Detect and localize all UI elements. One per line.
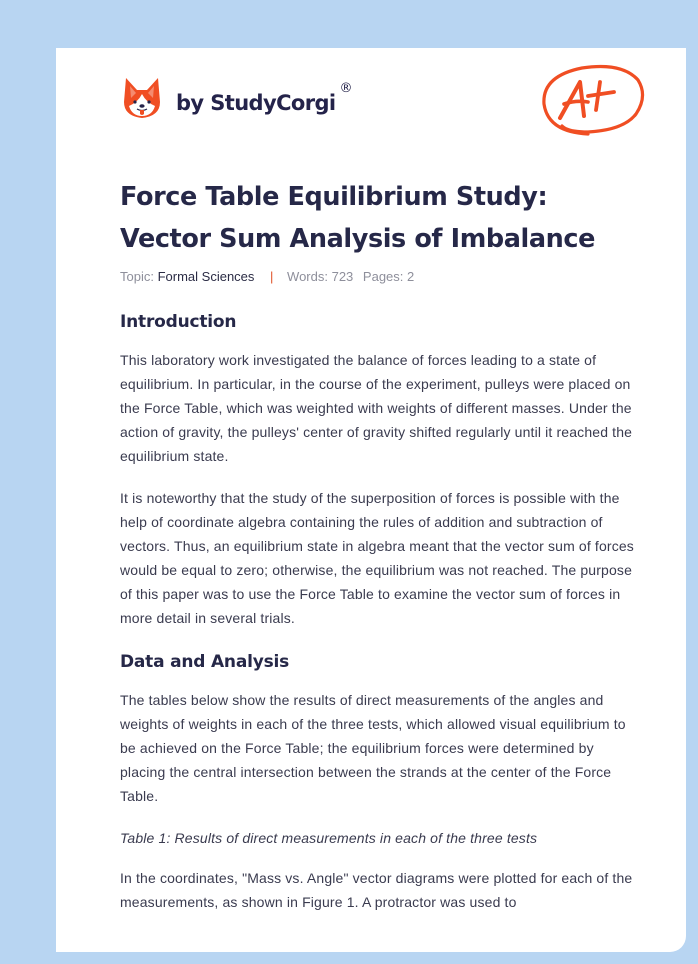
section-heading-data-and-analysis: Data and Analysis: [120, 652, 290, 672]
logo-text: by StudyCorgi: [176, 91, 336, 115]
table-caption: Table 1: Results of direct measurements in each of the three tests: [120, 830, 538, 846]
corgi-icon: [122, 76, 162, 120]
paragraph: It is noteworthy that the study of the superposition of forces is possible with the help of coordinate algebra containing the rules of addition and subtraction of vectors. Thus, an equilibrium state in algebra meant that the vector sum of forces would be equal to zero; otherwise, the equilibrium was not reached. The purpose of this paper was to use the Force Table to examine the vector sum of forces in more detail in several trials.: [120, 490, 634, 626]
a-plus-grade-icon: [538, 60, 648, 140]
studycorgi-logo[interactable]: [122, 76, 353, 120]
topic-link[interactable]: Formal Sciences: [157, 269, 255, 284]
section-heading-introduction: Introduction: [120, 312, 237, 332]
meta-separator: |: [270, 269, 274, 284]
document-card: [56, 48, 686, 952]
paragraph: The tables below show the results of direct measurements of the angles and weights of weights in each of the three tests, which allowed visual equilibrium to be achieved on the Force Table; the equilibrium forces were determined by placing the central intersection between the strands at the center of the Force Table.: [120, 692, 626, 804]
paragraph: In the coordinates, "Mass vs. Angle" vector diagrams were plotted for each of the measurements, as shown in Figure 1. A protractor was used to: [120, 870, 633, 910]
article-meta: [120, 269, 414, 284]
registered-mark: ®: [339, 80, 353, 96]
paragraph: This laboratory work investigated the balance of forces leading to a state of equilibrium. In particular, in the course of the experiment, pulleys were placed on the Force Table, which was weighted with weights of different masses. Under the action of gravity, the pulleys' center of gravity shifted regularly until it reached the equilibrium state.: [120, 352, 633, 464]
article-title: Force Table Equilibrium Study: Vector Sum Analysis of Imbalance: [120, 182, 596, 254]
page-count: Pages: 2: [362, 269, 415, 284]
topic-label: Topic:: [120, 269, 154, 284]
word-count: Words: 723: [287, 269, 354, 284]
article-body: [120, 310, 636, 932]
